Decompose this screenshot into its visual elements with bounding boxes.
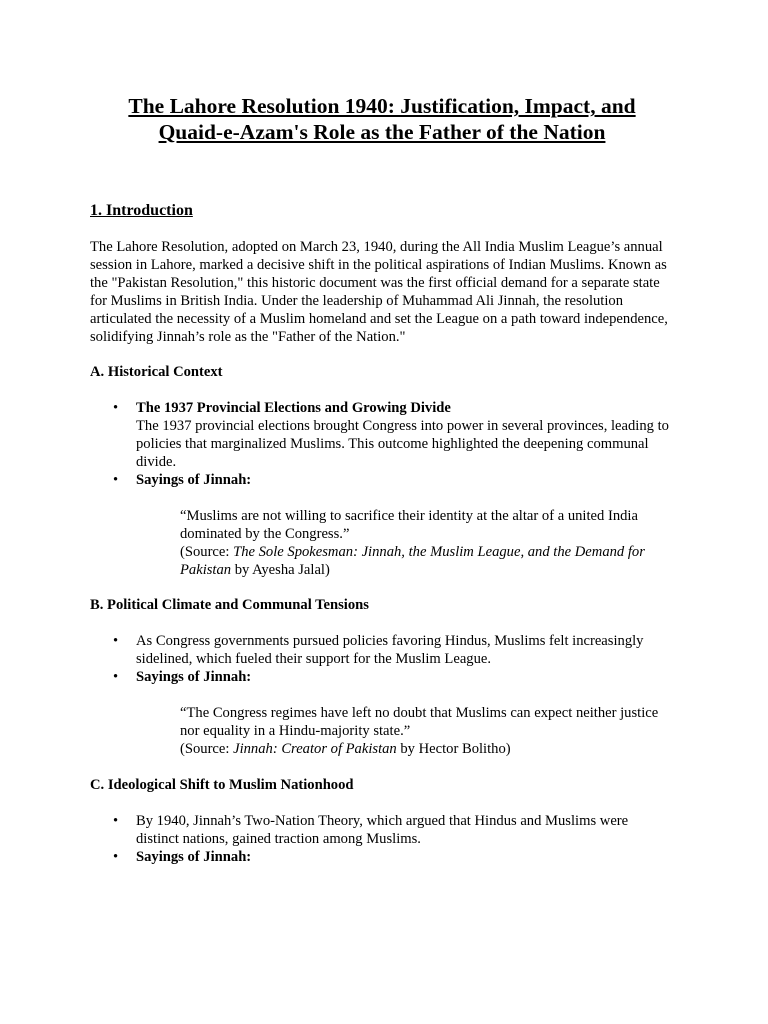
source-prefix: (Source: (180, 741, 234, 757)
quote-source (180, 543, 674, 579)
list-item (90, 812, 674, 848)
bullet-list-c (90, 812, 674, 866)
jinnah-quote-a (180, 507, 674, 579)
title-line-2: Quaid-e-Azam's Role as the Father of the Nation (158, 120, 606, 144)
source-prefix: (Source: (180, 544, 234, 560)
bullet-title: Sayings of Jinnah: (136, 669, 252, 685)
bullet-text: As Congress governments pursued policies favoring Hindus, Muslims felt increasingly sidelined, which fueled their support for the Muslim League. (136, 633, 644, 667)
quote-text: “The Congress regimes have left no doubt that Muslims can expect neither justice nor equality in a Hindu-majority state.” (180, 705, 659, 739)
bullet-marker: • (113, 669, 119, 685)
title-line-1: The Lahore Resolution 1940: Justification, Impact, and (128, 94, 636, 118)
subheading-political-climate: B. Political Climate and Communal Tensions (90, 597, 369, 613)
source-title: The Sole Spokesman: Jinnah, the Muslim League, and the Demand for Pakistan (180, 544, 645, 578)
quote-text: “Muslims are not willing to sacrifice their identity at the altar of a united India dominated by the Congress.” (180, 508, 638, 542)
list-item (90, 399, 674, 471)
source-title: Jinnah: Creator of Pakistan (233, 741, 397, 757)
list-item (90, 632, 674, 668)
bullet-text: By 1940, Jinnah’s Two-Nation Theory, which argued that Hindus and Muslims were distinct nations, gained traction among Muslims. (136, 813, 629, 847)
bullet-title: The 1937 Provincial Elections and Growing Divide (136, 400, 451, 416)
list-item (90, 848, 674, 866)
list-item (90, 471, 674, 489)
bullet-list-b (90, 632, 674, 686)
quote-source (180, 740, 674, 758)
section-heading-introduction: 1. Introduction (90, 202, 193, 219)
bullet-list-a (90, 399, 674, 489)
bullet-marker: • (113, 633, 119, 649)
bullet-marker: • (113, 849, 119, 865)
bullet-marker: • (113, 400, 119, 416)
bullet-marker: • (113, 813, 119, 829)
jinnah-quote-b (180, 704, 674, 758)
source-suffix: by Ayesha Jalal) (231, 562, 330, 578)
subheading-ideological-shift: C. Ideological Shift to Muslim Nationhood (90, 777, 354, 793)
intro-paragraph: The Lahore Resolution, adopted on March 23, 1940, during the All India Muslim League’s annual session in Lahore, marked a decisive shift in the political aspirations of Indian Muslims. Known as the "Pakistan Resolution," this historic document was the first official demand for a separate state for Muslims in British India. Under the leadership of Muhammad Ali Jinnah, the resolution articulated the necessity of a Muslim homeland and set the League on a path toward independence, solidifying Jinnah’s role as the "Father of the Nation." (90, 239, 668, 345)
subheading-historical-context: A. Historical Context (90, 364, 223, 380)
bullet-text: The 1937 provincial elections brought Congress into power in several provinces, leading to policies that marginalized Muslims. This outcome highlighted the deepening communal divide. (136, 418, 669, 470)
bullet-title: Sayings of Jinnah: (136, 472, 252, 488)
bullet-marker: • (113, 472, 119, 488)
document-title (90, 93, 674, 145)
list-item (90, 668, 674, 686)
bullet-title: Sayings of Jinnah: (136, 849, 252, 865)
source-suffix: by Hector Bolitho) (396, 741, 511, 757)
